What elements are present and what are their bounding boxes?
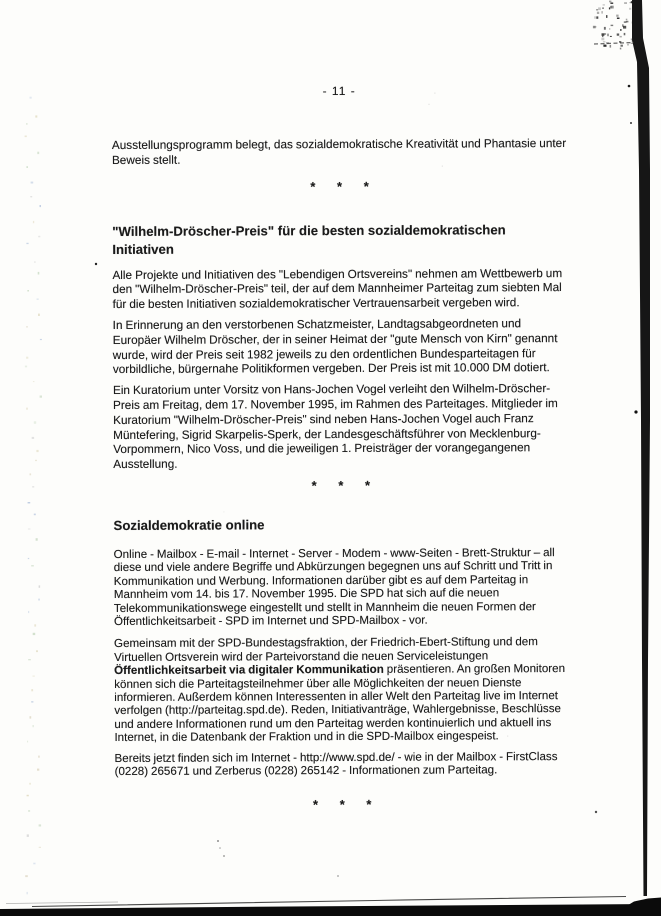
- online-paragraph-2-bold-phrase: Öffentlichkeitsarbeit via digitaler Kommunikation: [114, 663, 384, 678]
- scan-artifact-scratch-line: [32, 897, 626, 907]
- online-paragraph-3: Bereits jetzt finden sich im Internet - http://www.spd.de/ - wie in der Mailbox - FirstClass (0228) 265671 und Zerberus (0228) 265142 - Informationen zum Parteitag.: [114, 749, 558, 779]
- document-content: [111, 0, 570, 813]
- online-paragraph-2-rest: präsentieren. An großen Monitoren können sich die Parteitagsteilnehmer über alle Möglichkeiten der neuen Dienste informieren. Außerdem können Interessenten in aller Welt den Parteitag live im Internet verfolgen (http://parteitag.spd.de). Reden, Initiativanträge, Wahlergebnisse, Beschlüsse und andere Informationen rund um den Parteitag werden kontinuierlich und aktuell ins Internet, in die Datenbank der Fraktion und in die SPD-Mailbox eingespeist.: [114, 662, 566, 745]
- section-separator: * * *: [310, 178, 378, 194]
- scan-artifact-bottom-band: [0, 904, 661, 916]
- scan-artifact-right-bar: [632, 0, 650, 896]
- page-number: - 11 -: [322, 83, 356, 99]
- section-heading-wilhelm-droescher-preis: "Wilhelm-Dröscher-Preis" für die besten sozialdemokratischen Initiativen: [112, 221, 506, 257]
- section-separator: * * *: [311, 477, 380, 494]
- scan-noise-left-column: [25, 97, 42, 895]
- online-paragraph-1: Online - Mailbox - E-mail - Internet - Server - Modem - www-Seiten - Brett-Struktur – all diese und viele andere Begriffe und Abkürzungen begegnen uns auf Schritt und Tritt in Kommunikation und Werbung. Informationen darüber gibt es auf dem Parteitag in Mannheim vom 14. bis 17. November 1995. Die SPD hat sich auf die neuen Telekommunikationswege eingestellt und stellt in Mannheim die neuen Formen der Öffentlichkeitsarbeit - SPD im Internet und SPD-Mailbox - vor.: [113, 546, 555, 628]
- scan-noise-top-right: [593, 1, 636, 50]
- wilhelm-paragraph-3: Ein Kuratorium unter Vorsitz von Hans-Jochen Vogel verleiht den Wilhelm-Dröscher-Preis am Freitag, dem 17. November 1995, im Rahmen des Parteitages. Mitglieder im Kuratorium "Wilhelm-Dröscher-Preis" sind neben Hans-Jochen Vogel auch Franz Müntefering, Sigrid Skarpelis-Sperk, der Landesgeschäftsführer von Mecklenburg-Vorpommern, Nico Voss, und die jeweiligen 1. Preisträger der vorangegangenen Ausstellung.: [112, 381, 558, 472]
- scan-artifact-bottom-right-blob: [610, 898, 661, 916]
- wilhelm-paragraph-2: In Erinnerung an den verstorbenen Schatzmeister, Landtagsabgeordneten und Europäer Wilhelm Dröscher, der in seiner Heimat der "gute Mensch von Kirn" genannt wurde, wird der Preis seit 1982 jeweils zu den ordentlichen Bundesparteitagen für vorbildliche, bürgernahe Politikformen vergeben. Der Preis ist mit 10.000 DM dotiert.: [112, 316, 558, 377]
- section-heading-sozialdemokratie-online: Sozialdemokratie online: [113, 517, 265, 533]
- section-sozialdemokratie-online: [113, 515, 569, 778]
- section-wilhelm-droescher-preis: [112, 221, 568, 472]
- online-paragraph-2-lead: Gemeinsam mit der SPD-Bundestagsfraktion, der Friedrich-Ebert-Stiftung und dem Virtuellen Ortsverein wird der Parteivorstand die neuen Serviceleistungen: [114, 635, 538, 664]
- section-separator: * * *: [313, 797, 381, 813]
- scan-artifact-dashed-mark: [594, 43, 634, 45]
- scan-artifact-scratch-line-2: [6, 902, 118, 904]
- intro-paragraph: Ausstellungsprogramm belegt, das sozialdemokratische Kreativität und Phantasie unter Beweis stellt.: [111, 136, 567, 167]
- online-paragraph-2: [114, 635, 569, 744]
- wilhelm-paragraph-1: Alle Projekte und Initiativen des "Lebendigen Ortsvereins" nehmen am Wettbewerb um den "Wilhelm-Dröscher-Preis" teil, der auf dem Mannheimer Parteitag zum siebten Mal für die besten Initiativen sozialdemokratischer Vertrauensarbeit vergeben wird.: [112, 265, 563, 312]
